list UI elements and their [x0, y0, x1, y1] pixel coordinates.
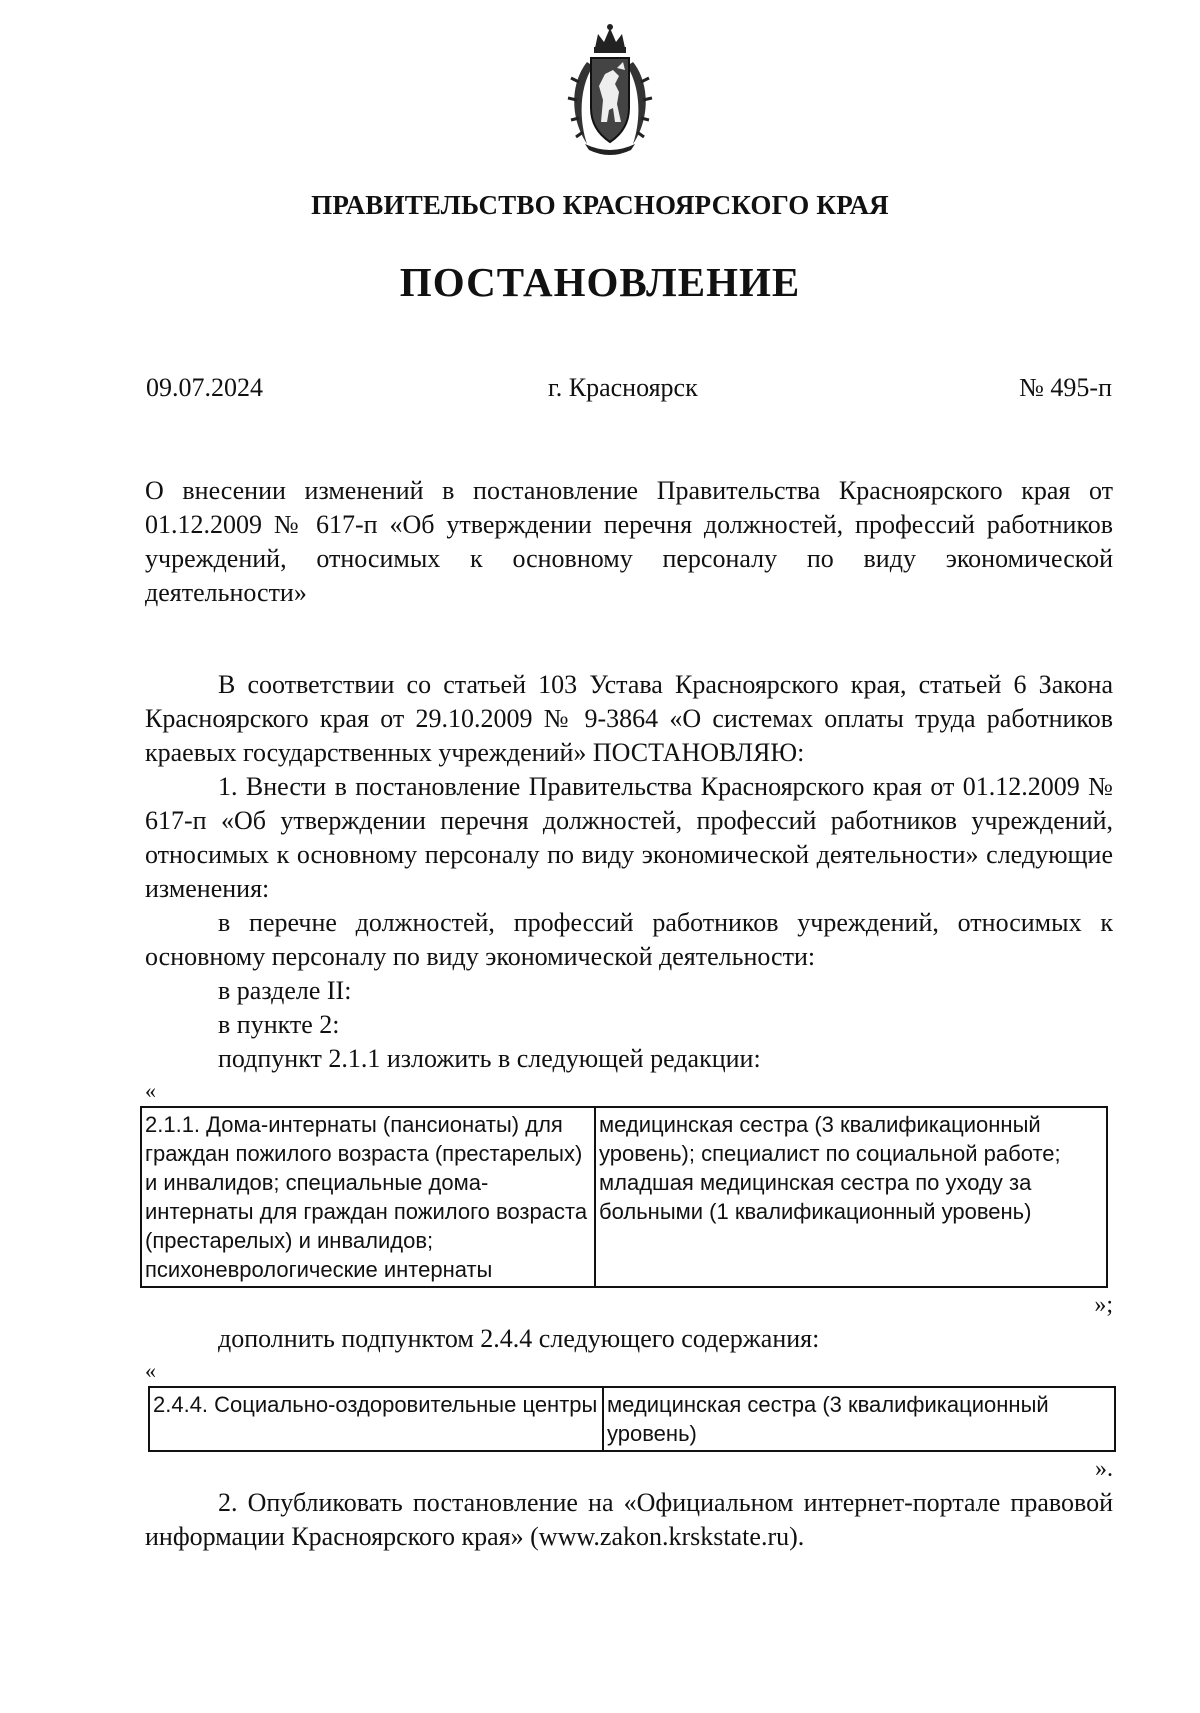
organization-title: ПРАВИТЕЛЬСТВО КРАСНОЯРСКОГО КРАЯ	[311, 190, 889, 220]
preamble-paragraph: В соответствии со статьей 103 Устава Красноярского края, статьей 6 Закона Красноярского края от 29.10.2009 № 9-3864 «О системах оплаты труда работников краевых государственных учреждений» ПОСТАНОВЛЯЮ:	[145, 670, 1113, 767]
amendment-table-2-1-1	[140, 1106, 1108, 1288]
krasnoyarsk-coat-of-arms-icon	[565, 22, 655, 157]
supplement-intro-paragraph: дополнить подпунктом 2.4.4 следующего содержания:	[218, 1324, 820, 1353]
document-city: г. Красноярск	[548, 373, 698, 402]
item-2-paragraph: 2. Опубликовать постановление на «Официальном интернет-портале правовой информации Красноярского края» (www.zakon.krskstate.ru).	[145, 1488, 1113, 1551]
point-paragraph: в пункте 2:	[218, 1010, 340, 1039]
opening-quote-1: «	[145, 1078, 156, 1103]
opening-quote-2: «	[145, 1358, 156, 1383]
table-row	[141, 1107, 1107, 1287]
document-date: 09.07.2024	[146, 373, 263, 402]
closing-quote-2: ».	[1095, 1456, 1113, 1482]
item-1-list-paragraph: в перечне должностей, профессий работников учреждений, относимых к основному персоналу по виду экономической деятельности:	[145, 908, 1113, 971]
table-cell-positions: медицинская сестра (3 квалификационный уровень); специалист по социальной работе; младшая медицинская сестра по уходу за больными (1 квалификационный уровень)	[595, 1107, 1107, 1287]
item-1-paragraph: 1. Внести в постановление Правительства Красноярского края от 01.12.2009 № 617-п «Об утверждении перечня должностей, профессий работников учреждений, относимых к основному персоналу по виду экономической деятельности» следующие изменения:	[145, 772, 1113, 903]
table-row	[149, 1387, 1115, 1451]
closing-quote-1: »;	[1094, 1292, 1113, 1318]
amendment-table-2-4-4	[148, 1386, 1116, 1452]
subpoint-intro-paragraph: подпункт 2.1.1 изложить в следующей редакции:	[218, 1044, 761, 1073]
document-type-title: ПОСТАНОВЛЕНИЕ	[399, 259, 801, 305]
document-number: № 495-п	[1019, 373, 1112, 402]
table-cell-institution: 2.4.4. Социально-оздоровительные центры	[149, 1387, 603, 1451]
table-cell-institution: 2.1.1. Дома-интернаты (пансионаты) для граждан пожилого возраста (престарелых) и инвалидов; специальные дома-интернаты для граждан пожилого возраста (престарелых) и инвалидов; психоневрологические интернаты	[141, 1107, 595, 1287]
document-body	[145, 668, 1113, 1554]
section-paragraph: в разделе II:	[218, 976, 352, 1005]
table-cell-positions: медицинская сестра (3 квалификационный уровень)	[603, 1387, 1115, 1451]
document-subject: О внесении изменений в постановление Правительства Красноярского края от 01.12.2009 № 617-п «Об утверждении перечня должностей, профессий работников учреждений, относимых к основному персоналу по виду экономической деятельности»	[145, 476, 1113, 607]
